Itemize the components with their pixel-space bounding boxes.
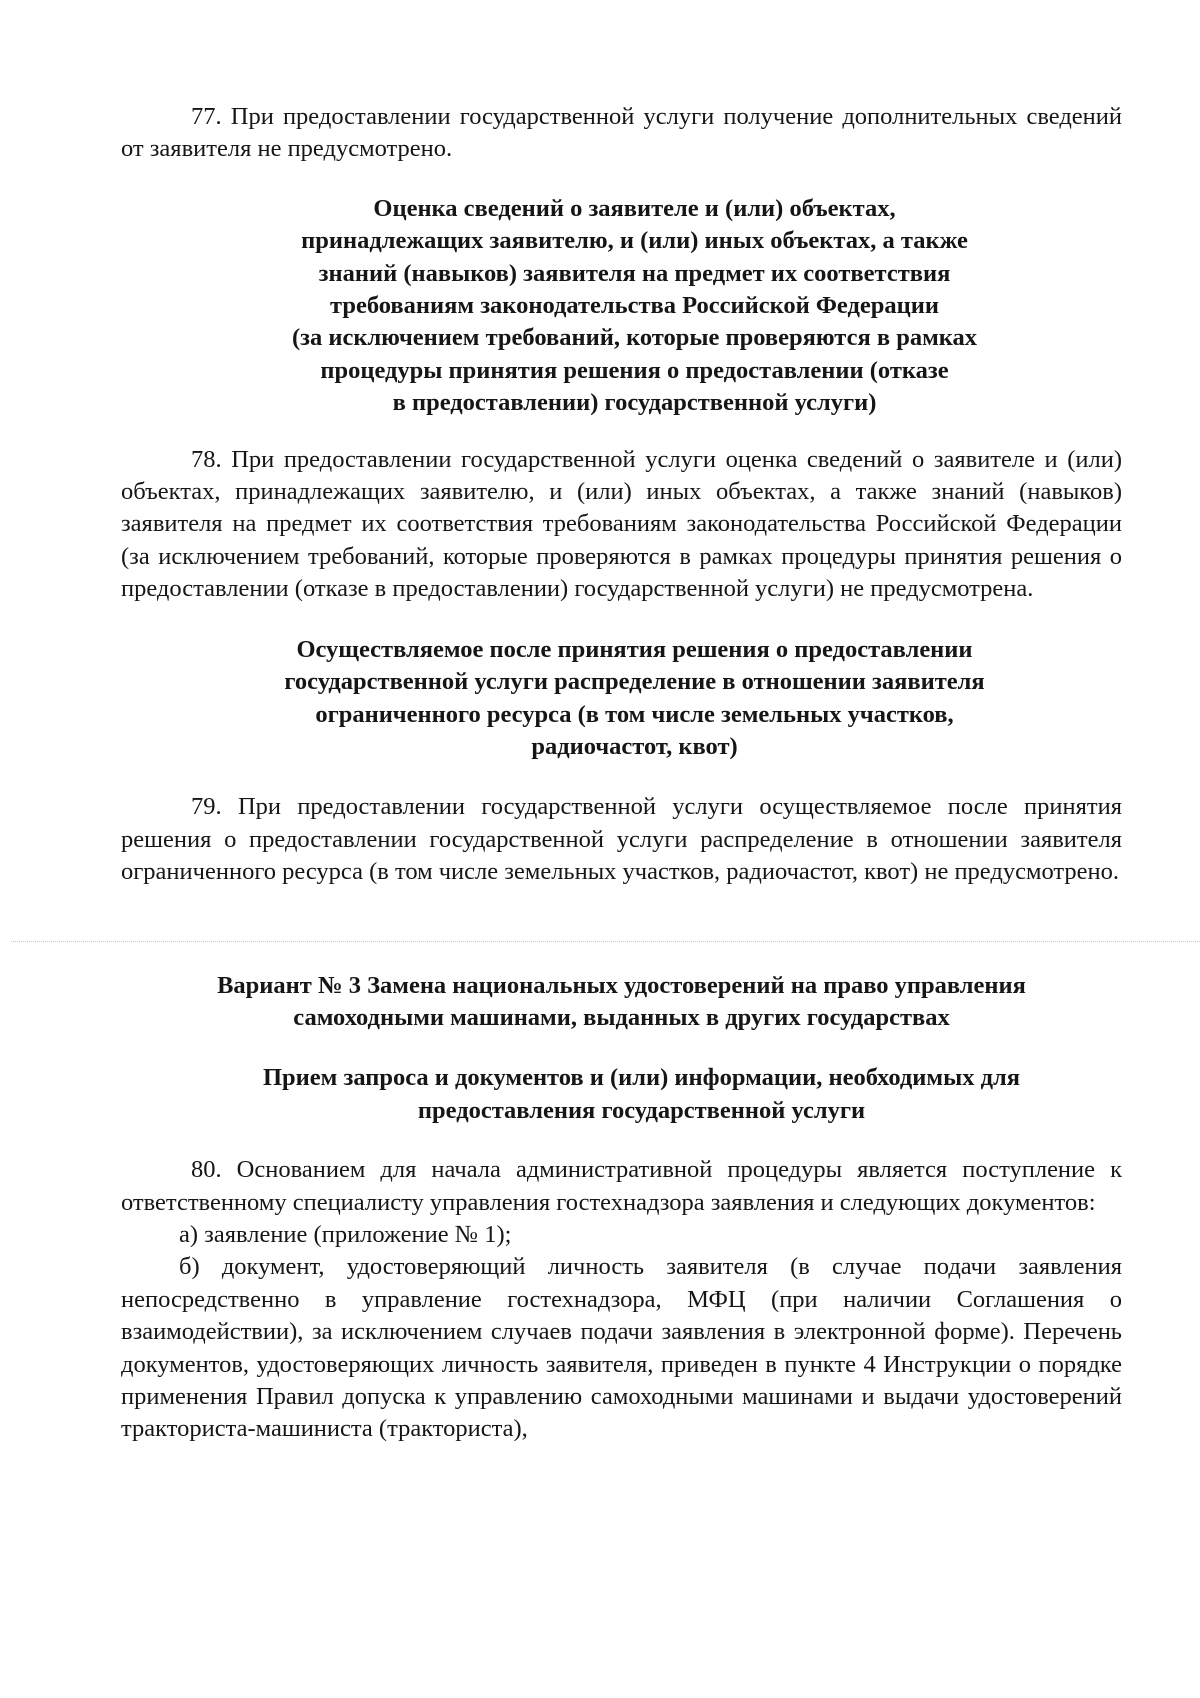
heading-line: знаний (навыков) заявителя на предмет их соответствия xyxy=(318,259,951,287)
heading-assessment xyxy=(121,193,1122,420)
scan-artifact-line xyxy=(11,941,1200,942)
heading-line: государственной услуги распределение в отношении заявителя xyxy=(284,668,985,696)
heading-line: (за исключением требований, которые проверяются в рамках xyxy=(291,324,978,352)
heading-line: процедуры принятия решения о предоставлении (отказе xyxy=(320,356,949,384)
paragraph-79: 79. При предоставлении государственной услуги осуществляемое после принятия решения о предоставлении государственной услуги распределение в отношении заявителя ограниченного ресурса (в том числе земельных участков, радиочастот, квот) не предусмотрено. xyxy=(121,793,1122,886)
heading-resource xyxy=(121,634,1122,764)
heading-line: принадлежащих заявителю, и (или) иных объектах, а также xyxy=(301,227,968,255)
heading-line: Оценка сведений о заявителе и (или) объектах, xyxy=(373,194,896,222)
heading-line: Осуществляемое после принятия решения о предоставлении xyxy=(296,635,973,663)
heading-line: предоставления государственной услуги xyxy=(417,1096,866,1124)
heading-line: требованиям законодательства Российской Федерации xyxy=(330,292,939,320)
paragraph-80: 80. Основанием для начала административной процедуры является поступление к ответственному специалисту управления гостехнадзора заявления и следующих документов: xyxy=(121,1156,1122,1216)
list-item-a: а) заявление (приложение № 1); xyxy=(179,1220,512,1248)
heading-line: ограниченного ресурса (в том числе земельных участков, xyxy=(315,700,954,728)
heading-variant-3 xyxy=(121,970,1122,1035)
heading-line: самоходными машинами, выданных в других государствах xyxy=(293,1003,950,1031)
heading-line: Прием запроса и документов и (или) информации, необходимых для xyxy=(263,1064,1020,1092)
paragraph-78: 78. При предоставлении государственной услуги оценка сведений о заявителе и (или) объектах, принадлежащих заявителю, и (или) иных объектах, а также знаний (навыков) заявителя на предмет их соответствия требованиям законодательства Российской Федерации (за исключением требований, которые проверяются в рамках процедуры принятия решения о предоставлении (отказе в предоставлении) государственной услуги) не предусмотрена. xyxy=(121,445,1122,603)
heading-line: радиочастот, квот) xyxy=(531,732,738,760)
list-item-b: б) документ, удостоверяющий личность заявителя (в случае подачи заявления непосредственно в управление гостехнадзора, МФЦ (при наличии Соглашения о взаимодействии), за исключением случаев подачи заявления в электронной форме). Перечень документов, удостоверяющих личность заявителя, приведен в пункте 4 Инструкции о порядке применения Правил допуска к управлению самоходными машинами и выдачи удостоверений тракториста-машиниста (тракториста), xyxy=(121,1253,1122,1443)
paragraph-77: 77. При предоставлении государственной услуги получение дополнительных сведений от заявителя не предусмотрено. xyxy=(121,103,1122,163)
heading-reception xyxy=(121,1062,1122,1127)
heading-line: Вариант № 3 Замена национальных удостоверений на право управления xyxy=(217,971,1026,999)
heading-line: в предоставлении) государственной услуги) xyxy=(392,389,877,417)
